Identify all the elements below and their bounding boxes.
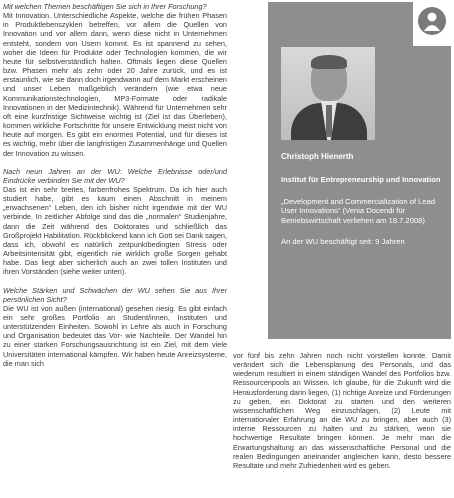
question-3: Welche Stärken und Schwächen der WU sehen Sie aus Ihrer persönlichen Sicht? <box>3 285 227 304</box>
answer-3-continuation: vor fünf bis zehn Jahren noch nicht vorstellen konnte. Damit verändert sich die Lebensplanung des Personals, und das wiederum resultiert in einem ständigen Wandel des Portfolios bzw. Ressourcenpools an Wissen. Ich glaube, für die Zukunft wird die Herausforderung darin liegen, (1) richtige Anreize und Förderungen zu geben, ein Doktorat zu starten und den weiteren wissenschaftlichen Weg einzuschlagen, (2) Leute mit internationaler Erfahrung an die WU zu bringen, aber auch (3) interne Ressourcen zu halten und zu stärken, wenn sie hochwertige Resultate bringen können. Je mehr man die Erwartungshaltung an das wissenschaftliche Personal und die realen Bedingungen aneinander angleichen kann, desto bessere Resultate und mehr Zufriedenheit wird es geben. <box>233 351 451 470</box>
qa-2 <box>3 167 227 277</box>
answer-2: Das ist ein sehr breites, farbenfrohes Spektrum. Da ich hier auch studiert habe, gibt es kaum einen Abschnitt in meinem „erwachsenen“ Leben, den ich bisher nicht irgendwie mit der WU verbinde. In zeitlicher Abfolge sind das die „normalen“ Studienjahre, dann die Zeit während des Doktorates und schließlich das Großprojekt Habilitation. Rückblickend kann ich Gott sei Dank sagen, dass ich, obwohl es natürlich zeitpunktbedingten Stress oder Arbeitsintensität gibt, eigentlich nie wirklich große Sorgen gehabt habe. Das liegt aber sicherlich auch an zwei tollen Instituten und ihren Vorständen (siehe weiter unten). <box>3 184 227 277</box>
qa-3 <box>3 286 227 368</box>
article-left-column <box>3 2 227 377</box>
icon-box <box>413 2 451 46</box>
profile-name: Christoph Hienerth <box>281 152 354 161</box>
profile-sidebar <box>268 2 451 339</box>
profile-text <box>281 152 446 246</box>
profile-habilitation: „Development and Commercialization of Lead User Innovations“ (Venia Docendi für Betriebswirtschaft verliehen am 18.7.2008) <box>281 196 436 225</box>
article-right-column <box>233 351 451 470</box>
answer-3: Die WU ist von außen (international) gesehen riesig. Es gibt einfach ein sehr großes Portfolio an Student/innen, Instituten und unterstützenden Einheiten. Sowohl in Lehre als auch in Forschung und Organisation bedeutet das Vor- wie Nachteile. Der Wandel hin zu einer starken Forschungsausrichtung ist ein Ziel, mit dem viele Universitäten international kämpfen. Wir haben heute Anreizsysteme, die man sich <box>3 303 227 368</box>
question-1: Mit welchen Themen beschäftigen Sie sich in Ihrer Forschung? <box>3 2 207 11</box>
question-2: Nach neun Jahren an der WU: Welche Erlebnisse oder/und Eindrücke verbinden Sie mit der WU? <box>3 166 227 185</box>
profile-institute: Institut für Entrepreneurship und Innovation <box>281 175 441 185</box>
answer-1: Mit Innovation. Unterschiedliche Aspekte, welche die frühen Phasen in Produktlebenszyklen betreffen, vor allem die Quellen von Innovation und vor allem dann, wenn diese nicht in Unternehmen entsteht, sondern von Usern kommt. Es ist spannend zu sehen, woher die Ideen für Produkte oder Technologien kommen, die wir heute für selbstverständlich halten. Oftmals liegen diese Quellen bzw. Phasen mehr als zehn oder 20 Jahre zurück, und es ist erstaunlich, wie sie dann doch irgendwann auf dem Markt erscheinen und unser Leben maßgeblich verändern (wie etwa neue Kommunikationstechnologien, MP3-Formate oder radikale Innovationen in der Medizintechnik). Während für Unternehmen sehr oft eine kurzfristige Sichtweise wichtig ist (Ziel ist das Überleben), kommen wirkliche Fortschritte für unsere Entwicklung meist nicht von heute auf morgen. Es gibt ein enormes Potential, und für dieses ist es wichtig, mehr über die langfristigen Zusammenhänge und Quellen der Innovation zu wissen. <box>3 11 227 158</box>
person-icon <box>417 6 447 42</box>
portrait-photo <box>281 47 375 140</box>
profile-tenure: An der WU beschäftigt seit: 9 Jahren <box>281 237 405 247</box>
qa-1 <box>3 2 227 158</box>
